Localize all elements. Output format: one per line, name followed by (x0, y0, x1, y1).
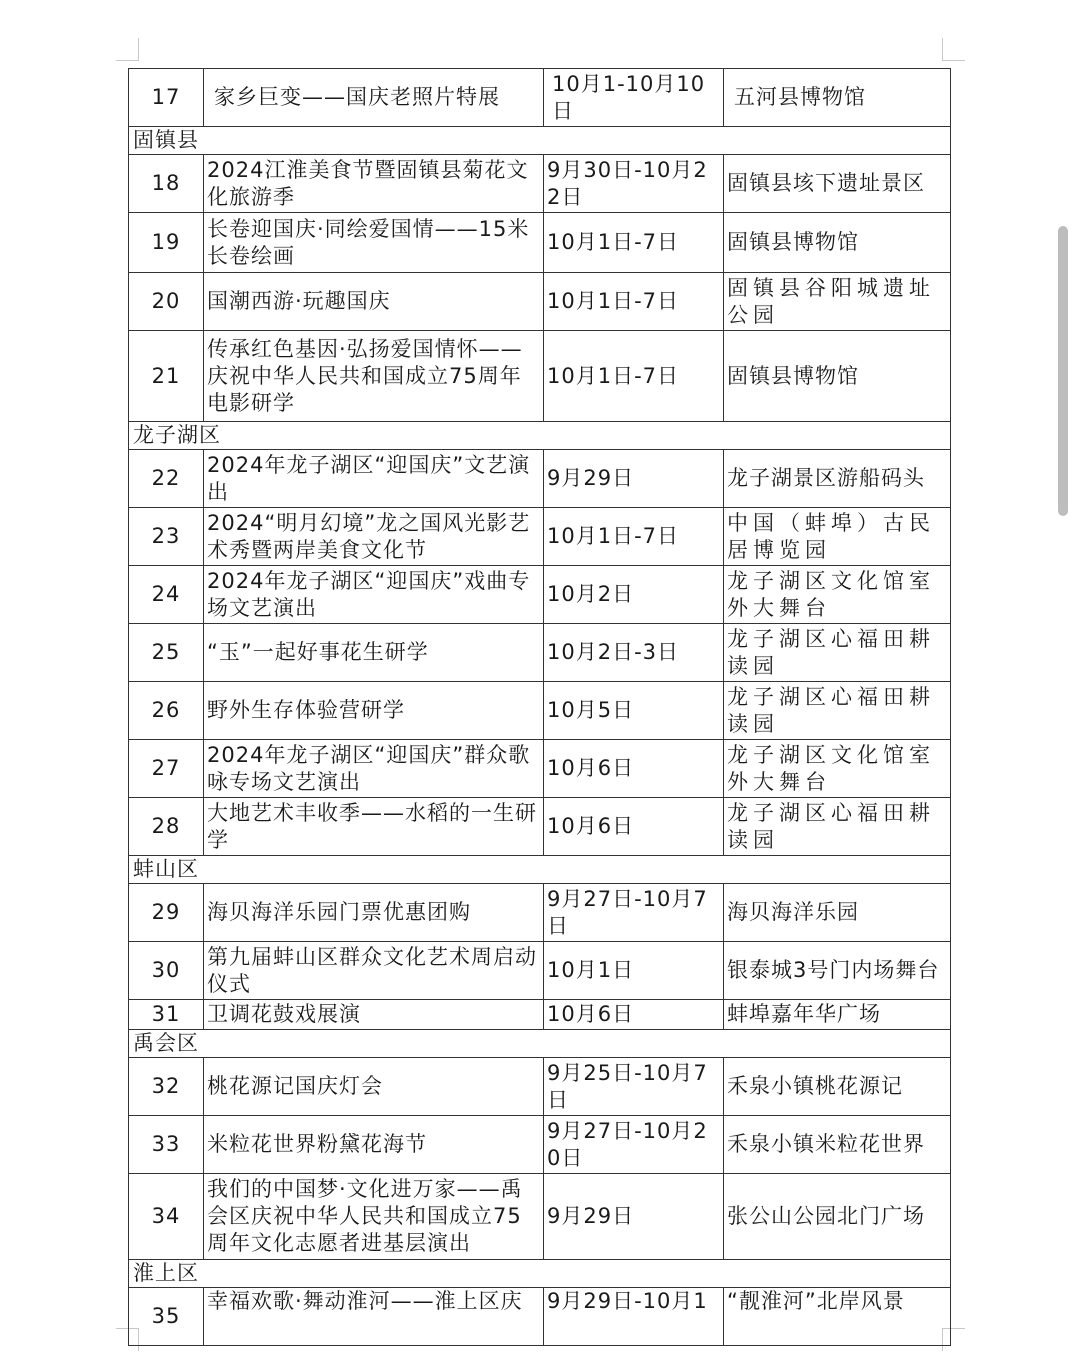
date-cell: 10月1日-7日 (544, 273, 724, 331)
date-cell: 10月1日 (544, 942, 724, 1000)
venue-cell: 五河县博物馆 (724, 69, 951, 127)
activity-cell: 海贝海洋乐园门票优惠团购 (204, 884, 544, 942)
activity-cell: “玉”一起好事花生研学 (204, 624, 544, 682)
section-title: 龙子湖区 (129, 422, 951, 450)
row-number: 34 (129, 1174, 204, 1260)
venue-cell: 中国（蚌埠）古民居博览园 (724, 508, 951, 566)
activity-cell: 2024“明月幻境”龙之国风光影艺术秀暨两岸美食文化节 (204, 508, 544, 566)
row-number: 24 (129, 566, 204, 624)
venue-cell: 龙子湖区文化馆室外大舞台 (724, 566, 951, 624)
section-row (129, 127, 951, 155)
row-number: 22 (129, 450, 204, 508)
date-cell: 9月30日-10月22日 (544, 155, 724, 213)
activity-cell: 我们的中国梦·文化进万家——禹会区庆祝中华人民共和国成立75周年文化志愿者进基层演出 (204, 1174, 544, 1260)
venue-cell: 禾泉小镇桃花源记 (724, 1058, 951, 1116)
venue-cell: “靓淮河”北岸风景 (724, 1288, 951, 1346)
venue-cell: 张公山公园北门广场 (724, 1174, 951, 1260)
date-cell: 10月1-10月10日 (544, 69, 724, 127)
row-number: 29 (129, 884, 204, 942)
activity-cell: 桃花源记国庆灯会 (204, 1058, 544, 1116)
date-cell: 10月2日-3日 (544, 624, 724, 682)
row-number: 21 (129, 331, 204, 422)
row-number: 19 (129, 213, 204, 273)
table-row (129, 884, 951, 942)
venue-cell: 固镇县垓下遗址景区 (724, 155, 951, 213)
venue-cell: 银泰城3号门内场舞台 (724, 942, 951, 1000)
vertical-scrollbar[interactable] (1058, 226, 1068, 516)
row-number: 18 (129, 155, 204, 213)
table-row (129, 942, 951, 1000)
activity-cell: 幸福欢歌·舞动淮河——淮上区庆 (204, 1288, 544, 1346)
table-row (129, 740, 951, 798)
activity-cell: 家乡巨变——国庆老照片特展 (204, 69, 544, 127)
date-cell: 10月1日-7日 (544, 508, 724, 566)
venue-cell: 固镇县博物馆 (724, 213, 951, 273)
table-row (129, 155, 951, 213)
row-number: 25 (129, 624, 204, 682)
section-title: 禹会区 (129, 1030, 951, 1058)
table-row (129, 273, 951, 331)
row-number: 17 (129, 69, 204, 127)
section-title: 蚌山区 (129, 856, 951, 884)
crop-mark-top-right (942, 38, 965, 61)
date-cell: 10月1日-7日 (544, 213, 724, 273)
activity-cell: 大地艺术丰收季——水稻的一生研学 (204, 798, 544, 856)
section-title: 淮上区 (129, 1260, 951, 1288)
date-cell: 10月6日 (544, 740, 724, 798)
date-cell: 10月2日 (544, 566, 724, 624)
section-row (129, 856, 951, 884)
venue-cell: 龙子湖景区游船码头 (724, 450, 951, 508)
row-number: 20 (129, 273, 204, 331)
activity-cell: 野外生存体验营研学 (204, 682, 544, 740)
venue-cell: 固镇县博物馆 (724, 331, 951, 422)
row-number: 28 (129, 798, 204, 856)
date-cell: 10月1日-7日 (544, 331, 724, 422)
table-row (129, 450, 951, 508)
section-row (129, 422, 951, 450)
events-table (128, 68, 951, 1346)
row-number: 31 (129, 1000, 204, 1030)
activity-cell: 第九届蚌山区群众文化艺术周启动仪式 (204, 942, 544, 1000)
crop-mark-top-left (116, 38, 139, 61)
row-number: 33 (129, 1116, 204, 1174)
date-cell: 9月27日-10月7日 (544, 884, 724, 942)
activity-cell: 传承红色基因·弘扬爱国情怀——庆祝中华人民共和国成立75周年电影研学 (204, 331, 544, 422)
table-row (129, 331, 951, 422)
date-cell: 9月29日 (544, 1174, 724, 1260)
table-row (129, 798, 951, 856)
date-cell: 9月25日-10月7日 (544, 1058, 724, 1116)
activity-cell: 2024江淮美食节暨固镇县菊花文化旅游季 (204, 155, 544, 213)
table-row (129, 1116, 951, 1174)
date-cell: 9月27日-10月20日 (544, 1116, 724, 1174)
row-number: 32 (129, 1058, 204, 1116)
date-cell: 9月29日-10月1 (544, 1288, 724, 1346)
activity-cell: 国潮西游·玩趣国庆 (204, 273, 544, 331)
activity-cell: 2024年龙子湖区“迎国庆”戏曲专场文艺演出 (204, 566, 544, 624)
date-cell: 10月6日 (544, 1000, 724, 1030)
venue-cell: 蚌埠嘉年华广场 (724, 1000, 951, 1030)
row-number: 35 (129, 1288, 204, 1346)
venue-cell: 龙子湖区心福田耕读园 (724, 798, 951, 856)
table-row (129, 566, 951, 624)
section-title: 固镇县 (129, 127, 951, 155)
date-cell: 10月5日 (544, 682, 724, 740)
activity-cell: 米粒花世界粉黛花海节 (204, 1116, 544, 1174)
table-row (129, 213, 951, 273)
table-row (129, 508, 951, 566)
venue-cell: 龙子湖区心福田耕读园 (724, 682, 951, 740)
venue-cell: 禾泉小镇米粒花世界 (724, 1116, 951, 1174)
table-row (129, 1288, 951, 1346)
venue-cell: 龙子湖区心福田耕读园 (724, 624, 951, 682)
table-row (129, 1058, 951, 1116)
date-cell: 9月29日 (544, 450, 724, 508)
table-row (129, 624, 951, 682)
section-row (129, 1260, 951, 1288)
table-row (129, 1174, 951, 1260)
activity-cell: 2024年龙子湖区“迎国庆”群众歌咏专场文艺演出 (204, 740, 544, 798)
table-row (129, 1000, 951, 1030)
row-number: 23 (129, 508, 204, 566)
row-number: 26 (129, 682, 204, 740)
row-number: 27 (129, 740, 204, 798)
table-row (129, 682, 951, 740)
activity-cell: 长卷迎国庆·同绘爱国情——15米长卷绘画 (204, 213, 544, 273)
activity-cell: 卫调花鼓戏展演 (204, 1000, 544, 1030)
venue-cell: 龙子湖区文化馆室外大舞台 (724, 740, 951, 798)
venue-cell: 固镇县谷阳城遗址公园 (724, 273, 951, 331)
activity-cell: 2024年龙子湖区“迎国庆”文艺演出 (204, 450, 544, 508)
venue-cell: 海贝海洋乐园 (724, 884, 951, 942)
table-row (129, 69, 951, 127)
section-row (129, 1030, 951, 1058)
row-number: 30 (129, 942, 204, 1000)
date-cell: 10月6日 (544, 798, 724, 856)
